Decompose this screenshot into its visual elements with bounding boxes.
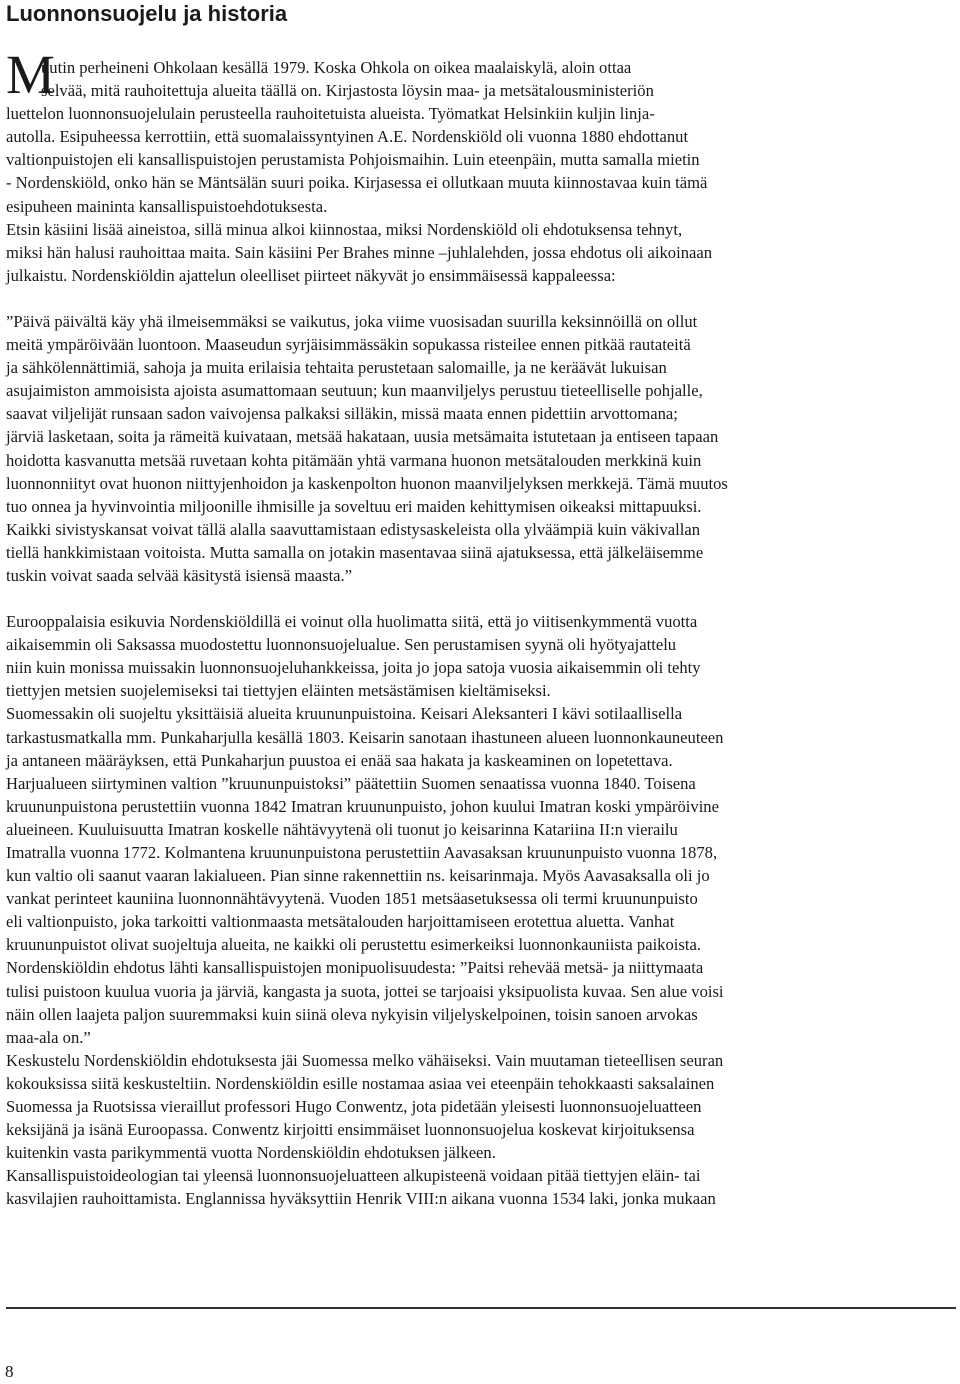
text-line: uutin perheineni Ohkolaan kesällä 1979. Koska Ohkola on oikea maalaiskylä, aloin ottaa (41, 58, 632, 77)
text-line: ja antaneen määräyksen, että Punkaharjun puustoa ei enää saa hakata ja kaskeaminen on lopetettava. (6, 750, 673, 770)
text-line: kokouksissa siitä keskusteltiin. Nordenskiöldin esille nostamaa asiaa vei eteenpäin tehokkaasti saksalainen (6, 1073, 715, 1093)
text-line: hoidotta kasvanutta metsää ruvetaan kohta pitämään yhtä varmana huonon metsätalouden merkkinä kuin (6, 450, 702, 470)
text-line: asujaimiston ammoisista ajoista asumattomaan seutuun; kun maanviljelys perustuu tieteelliselle pohjalle, (6, 381, 703, 401)
text-line: eli valtionpuisto, joka tarkoitti valtionmaasta metsätalouden harjoittamiseen erotettua aluetta. Vanhat (6, 912, 675, 932)
text-line: - Nordenskiöld, onko hän se Mäntsälän suuri poika. Kirjasessa ei ollutkaan muuta kiinnostavaa kuin tämä (6, 173, 708, 193)
text-line: ”Päivä päivältä käy yhä ilmeisemmäksi se vaikutus, joka viime vuosisadan suurilla keksinnöillä on ollut (6, 311, 698, 331)
page-number: 8 (5, 1362, 14, 1381)
text-line: Etsin käsiini lisää aineistoa, sillä minua alkoi kiinnostaa, miksi Nordenskiöld oli ehdotuksensa tehnyt, (6, 219, 683, 239)
text-line: vankat perinteet kauniina luonnonnähtävyytenä. Vuoden 1851 metsäasetuksessa oli termi kruununpuisto (6, 889, 698, 909)
text-line: niin kuin monissa muissakin luonnonsuojeluhankkeissa, joita jo jopa satoja vuosia aikaisemmin oli tehty (6, 658, 701, 678)
text-line: saavat viljelijät runsaan sadon vaivojensa palkaksi silläkin, missä maata ennen pidettiin arvottomana; (6, 404, 678, 424)
text-line: tuskin voivat saada selvää käsitystä isiensä maasta.” (6, 565, 353, 585)
text-line: Kansallispuistoideologian tai yleensä luonnonsuojeluatteen alkupisteenä voidaan pitää tiettyjen eläin- tai (6, 1166, 701, 1186)
text-line: Suomessakin oli suojeltu yksittäisiä alueita kruununpuistoina. Keisari Aleksanteri I kävi sotilaallisella (6, 704, 683, 724)
text-line: Keskustelu Nordenskiöldin ehdotuksesta jäi Suomessa melko vähäiseksi. Vain muutaman tieteellisen seuran (6, 1050, 724, 1070)
text-line: valtionpuistojen eli kansallispuistojen perustamista Pohjoismaihin. Luin eteenpäin, mutta samalla mietin (6, 150, 700, 170)
text-line: autolla. Esipuheessa kerrottiin, että suomalaissyntyinen A.E. Nordenskiöld oli vuonna 1880 ehdottanut (6, 127, 689, 147)
text-line: Harjualueen siirtyminen valtion ”kruununpuistoksi” päätettiin Suomen senaatissa vuonna 1840. Toisena (6, 773, 696, 793)
paragraph-gap (6, 587, 956, 610)
text-line: tuo onnea ja hyvinvointia miljoonille ihmisille ja soveltuu eri maiden kehittymisen oikeaksi mittapuuksi. (6, 496, 702, 516)
text-line: esipuheen maininta kansallispuistoehdotuksesta. (6, 196, 328, 216)
text-line: miksi hän halusi rauhoittaa maita. Sain käsiini Per Brahes minne –juhlalehden, jossa ehdotus oli aikoinaan (6, 242, 713, 262)
paragraph-gap (6, 287, 956, 310)
text-line: tiettyjen metsien suojelemiseksi tai tiettyjen eläinten metsästämisen kieltämiseksi. (6, 681, 551, 701)
text-line: tarkastusmatkalla mm. Punkaharjulla kesällä 1803. Keisarin sanotaan ihastuneen alueen luonnonkauneuteen (6, 727, 724, 747)
text-line: kasvilajien rauhoittamista. Englannissa hyväksyttiin Henrik VIII:n aikana vuonna 1534 laki, jonka mukaan (6, 1189, 716, 1209)
drop-cap: M (6, 44, 55, 105)
text-line: maa-ala on.” (6, 1027, 91, 1047)
text-line: selvää, mitä rauhoitettuja alueita täällä on. Kirjastosta löysin maa- ja metsätalousministeriön (41, 81, 654, 101)
text-line: järviä lasketaan, soita ja rämeitä kuivataan, metsää hakataan, uusia metsämaita istutetaan ja entiseen tapaan (6, 427, 719, 447)
text-line: keksijänä ja isänä Euroopassa. Conwentz kirjoitti ensimmäiset luonnonsuojelua koskevat kirjoituksensa (6, 1120, 695, 1140)
text-line: kruununpuistona perustettiin vuonna 1842 Imatran kruununpuisto, johon kuului Imatran koski ympäröivine (6, 796, 719, 816)
text-line: kuitenkin vasta parikymmentä vuotta Nordenskiöldin ehdotuksen jälkeen. (6, 1143, 496, 1163)
footer-rule (6, 1307, 956, 1309)
text-line: Nordenskiöldin ehdotus lähti kansallispuistojen monipuolisuudesta: ”Paitsi rehevää metsä- ja niittymaata (6, 958, 704, 978)
page-title: Luonnonsuojelu ja historia (6, 1, 288, 26)
text-line: Kaikki sivistyskansat voivat tällä alalla saavuttamistaan edistysaskeleista olla ylväämpiä kuin väkivallan (6, 519, 700, 539)
text-line: Imatralla vuonna 1772. Kolmantena kruununpuistona perustettiin Aavasaksan kruununpuisto vuonna 1878, (6, 843, 718, 862)
text-line: luonnonniityt ovat huonon niittyjenhoidon ja kaskenpolton huonon maanviljelyksen merkkejä. Tämä muutos (6, 473, 728, 493)
text-line: näin ollen laajeta paljon suuremmaksi kuin siinä oleva nykyisin viljelyskelpoinen, toisin sanoen arvokas (6, 1004, 698, 1024)
text-line: aikaisemmin oli Saksassa muodostettu luonnonsuojelualue. Sen perustamisen syynä oli hyötyajattelu (6, 635, 677, 655)
text-line: tulisi puistoon kuulua vuoria ja järviä, kangasta ja suota, jottei se tarjoaisi yksipuolista kuvaa. Sen alue voisi (6, 981, 724, 1001)
body-text (6, 56, 956, 1211)
text-line: meitä ympäröivään luontoon. Maaseudun syrjäisimmässäkin sopukassa risteilee ennen pitkää rautateitä (6, 335, 691, 355)
text-line: kun valtio oli saanut vaaran lakialueen. Pian sinne rakennettiin ns. keisarinmaja. Myös Aavasaksalla oli jo (6, 866, 710, 886)
text-line: luettelon luonnonsuojelulain perusteella rauhoitetuista alueista. Työmatkat Helsinkiin kuljin linja- (6, 104, 655, 124)
text-line: Eurooppalaisia esikuvia Nordenskiöldillä ei voinut olla huolimatta siitä, että jo viitisenkymmentä vuotta (6, 612, 698, 632)
text-line: ja sähkölennättimiä, sahoja ja muita erilaisia tehtaita perustetaan salomaille, ja ne keräävät lukuisan (6, 358, 667, 378)
text-line: Suomessa ja Ruotsissa vieraillut professori Hugo Conwentz, jota pidetään yleisesti luonnonsuojeluatteen (6, 1097, 702, 1117)
text-line: tiellä hankkimistaan voitoista. Mutta samalla on jotakin masentavaa siinä ajatuksessa, että jälkeläisemme (6, 542, 704, 562)
text-line: julkaistu. Nordenskiöldin ajattelun oleelliset piirteet näkyvät jo ensimmäisessä kappaleessa: (6, 265, 616, 285)
text-line: kruununpuistot olivat suojeltuja alueita, ne kaikki oli perustettu esimerkeiksi luonnonkauniista paikoista. (6, 935, 701, 955)
text-line: alueineen. Kuuluisuutta Imatran koskelle nähtävyytenä oli tuonut jo keisarinna Katariina II:n vierailu (6, 819, 678, 839)
